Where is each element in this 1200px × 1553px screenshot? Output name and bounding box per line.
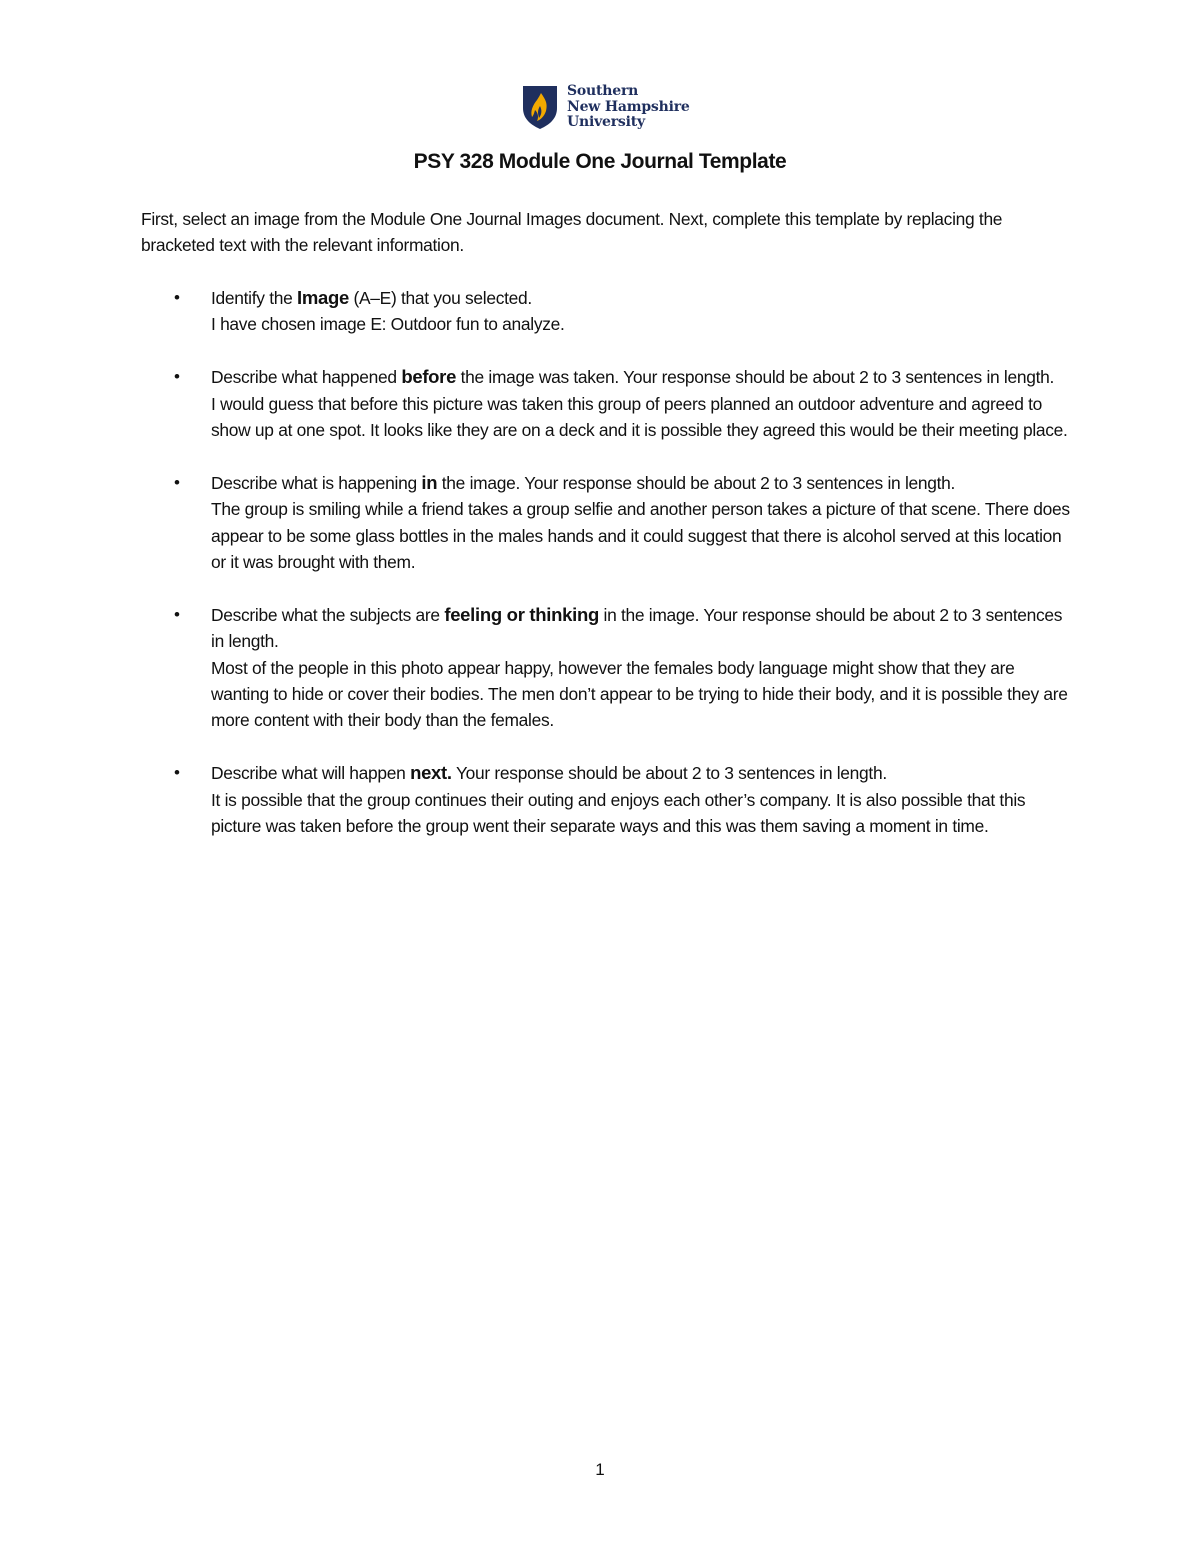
page-number: 1	[595, 1460, 605, 1479]
bullet-icon: •	[174, 367, 180, 387]
response-text: I would guess that before this picture was taken this group of peers planned an outdoor adventure and agreed to show up at one spot. It looks like they are on a deck and it is possible they agreed this would be their meeting place.	[211, 393, 1068, 441]
bullet-icon: •	[174, 288, 180, 307]
prompt-text-post: the image. Your response should be about 2 to 3 sentences in length.	[437, 472, 956, 493]
prompt-text-post: (A–E) that you selected.	[348, 288, 532, 308]
prompt-item-image	[141, 285, 1071, 338]
prompt-item-in	[141, 470, 1071, 576]
university-name	[567, 84, 690, 131]
prompt-text-pre: Describe what the subjects are	[211, 604, 445, 625]
response-text: It is possible that the group continues their outing and enjoys each other’s company. It is also possible that this picture was taken before the group went their separate ways and this was them saving a moment in time.	[211, 789, 1026, 837]
logo-line-2: New Hampshire	[567, 98, 690, 115]
prompt-keyword: before	[401, 366, 457, 388]
response-text: I have chosen image E: Outdoor fun to analyze.	[211, 314, 565, 335]
prompt-text-post: Your response should be about 2 to 3 sentences in length.	[451, 763, 887, 784]
prompt-text-post: the image was taken. Your response should be about 2 to 3 sentences in length.	[456, 367, 1055, 388]
intro-paragraph: First, select an image from the Module One Journal Images document. Next, complete this template by replacing the bracketed text with the relevant information.	[141, 209, 1003, 256]
prompt-keyword: in	[421, 471, 438, 493]
bullet-icon: •	[174, 763, 180, 783]
logo-line-1: Southern	[567, 83, 639, 99]
prompt-text-post: in the image. Your response should be about 2 to 3 sentences in length.	[211, 604, 1063, 652]
document-title: PSY 328 Module One Journal Template	[413, 150, 787, 173]
prompt-item-feeling	[141, 602, 1071, 734]
response-text: The group is smiling while a friend takes a group selfie and another person takes a picture of that scene. There does appear to be some glass bottles in the males hands and it could suggest that there is alcohol served at this location or it was brought with them.	[211, 499, 1070, 573]
prompt-text-pre: Identify the	[211, 288, 298, 308]
bullet-icon: •	[174, 472, 180, 492]
prompt-text-pre: Describe what will happen	[211, 763, 411, 784]
prompt-keyword: feeling or thinking	[444, 603, 599, 625]
prompt-keyword: next.	[410, 762, 452, 784]
university-logo	[521, 84, 690, 131]
journal-prompt-list	[141, 285, 1071, 866]
response-text: Most of the people in this photo appear happy, however the females body language might show that they are wanting to hide or cover their bodies. The men don’t appear to be trying to hide their body, and it is possible they are more content with their body than the females.	[211, 657, 1068, 731]
prompt-text-pre: Describe what is happening	[211, 472, 422, 493]
prompt-item-before	[141, 364, 1071, 443]
flame-shield-icon	[521, 84, 559, 130]
prompt-keyword: Image	[297, 287, 349, 308]
logo-line-3: University	[567, 114, 645, 130]
prompt-item-next	[141, 760, 1071, 839]
bullet-icon: •	[174, 604, 180, 624]
prompt-text-pre: Describe what happened	[211, 367, 402, 388]
